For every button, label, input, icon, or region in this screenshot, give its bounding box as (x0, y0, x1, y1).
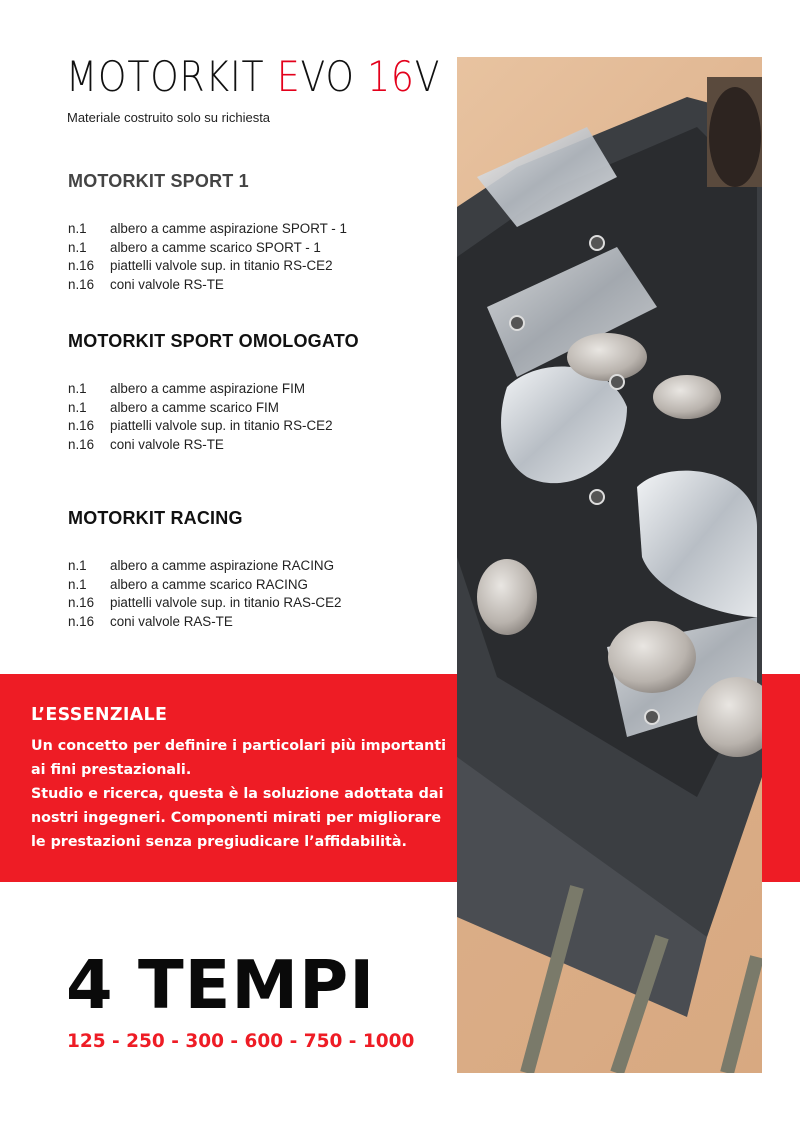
title-part: VO (300, 52, 368, 101)
item-desc: albero a camme aspirazione RACING (110, 558, 335, 573)
item-desc: piattelli valvole sup. in titanio RS-CE2 (110, 418, 333, 433)
essenziale-block (31, 705, 451, 854)
item-desc: coni valvole RAS-TE (110, 613, 233, 629)
title-accent: E (276, 52, 301, 101)
item-qty: n.1 (68, 399, 87, 415)
section-racing (68, 508, 448, 631)
item-qty: n.16 (68, 418, 95, 433)
item-qty: n.1 (68, 558, 87, 573)
list-item (68, 399, 448, 418)
essenziale-line: nostri ingegneri. Componenti mirati per migliorare (31, 810, 442, 826)
item-qty: n.16 (68, 436, 95, 452)
item-qty: n.1 (68, 381, 87, 396)
item-desc: coni valvole RS-TE (110, 436, 224, 452)
list-item (68, 613, 448, 632)
subtitle: Materiale costruito solo su richiesta (67, 110, 271, 125)
item-list (68, 380, 448, 454)
essenziale-heading: L’ESSENZIALE (31, 705, 168, 725)
list-item (68, 257, 448, 276)
list-item (68, 239, 448, 258)
item-qty: n.1 (68, 221, 87, 236)
list-item (68, 557, 448, 576)
item-desc: albero a camme scarico FIM (110, 399, 279, 415)
list-item (68, 594, 448, 613)
section-heading: MOTORKIT SPORT OMOLOGATO (68, 331, 359, 351)
item-qty: n.16 (68, 258, 95, 273)
item-list (68, 220, 448, 294)
page-title (66, 52, 440, 101)
list-item (68, 380, 448, 399)
item-desc: albero a camme aspirazione FIM (110, 381, 305, 396)
item-qty: n.16 (68, 613, 95, 629)
essenziale-body (31, 734, 451, 854)
list-item (68, 220, 448, 239)
item-desc: coni valvole RS-TE (110, 276, 224, 292)
list-item (68, 276, 448, 295)
item-qty: n.16 (68, 276, 95, 292)
section-heading: MOTORKIT RACING (68, 508, 243, 528)
title-accent: 16 (367, 52, 415, 101)
displacements-list: 125 - 250 - 300 - 600 - 750 - 1000 (67, 1031, 415, 1052)
essenziale-line: Studio e ricerca, questa è la soluzione adottata dai (31, 786, 444, 802)
essenziale-line: le prestazioni senza pregiudicare l’affidabilità. (31, 834, 407, 850)
list-item (68, 576, 448, 595)
section-sport-1 (68, 171, 448, 294)
engine-illustration (457, 57, 762, 1073)
item-desc: albero a camme aspirazione SPORT - 1 (110, 221, 347, 236)
essenziale-line: Un concetto per definire i particolari più importanti (31, 738, 447, 754)
cylinder-head-photo (457, 57, 762, 1073)
item-qty: n.1 (68, 576, 87, 592)
title-part: V (414, 52, 441, 101)
section-heading: MOTORKIT SPORT 1 (68, 171, 249, 191)
section-sport-omologato (68, 331, 448, 454)
list-item (68, 417, 448, 436)
item-desc: piattelli valvole sup. in titanio RAS-CE2 (110, 595, 342, 610)
item-desc: albero a camme scarico SPORT - 1 (110, 239, 321, 255)
item-qty: n.1 (68, 239, 87, 255)
list-item (68, 436, 448, 455)
title-part: MOTORKIT (66, 52, 277, 101)
big-title-4-tempi: 4 TEMPI (66, 946, 376, 1024)
item-qty: n.16 (68, 595, 95, 610)
essenziale-line: ai fini prestazionali. (31, 762, 192, 778)
item-list (68, 557, 448, 631)
item-desc: albero a camme scarico RACING (110, 576, 308, 592)
item-desc: piattelli valvole sup. in titanio RS-CE2 (110, 258, 333, 273)
